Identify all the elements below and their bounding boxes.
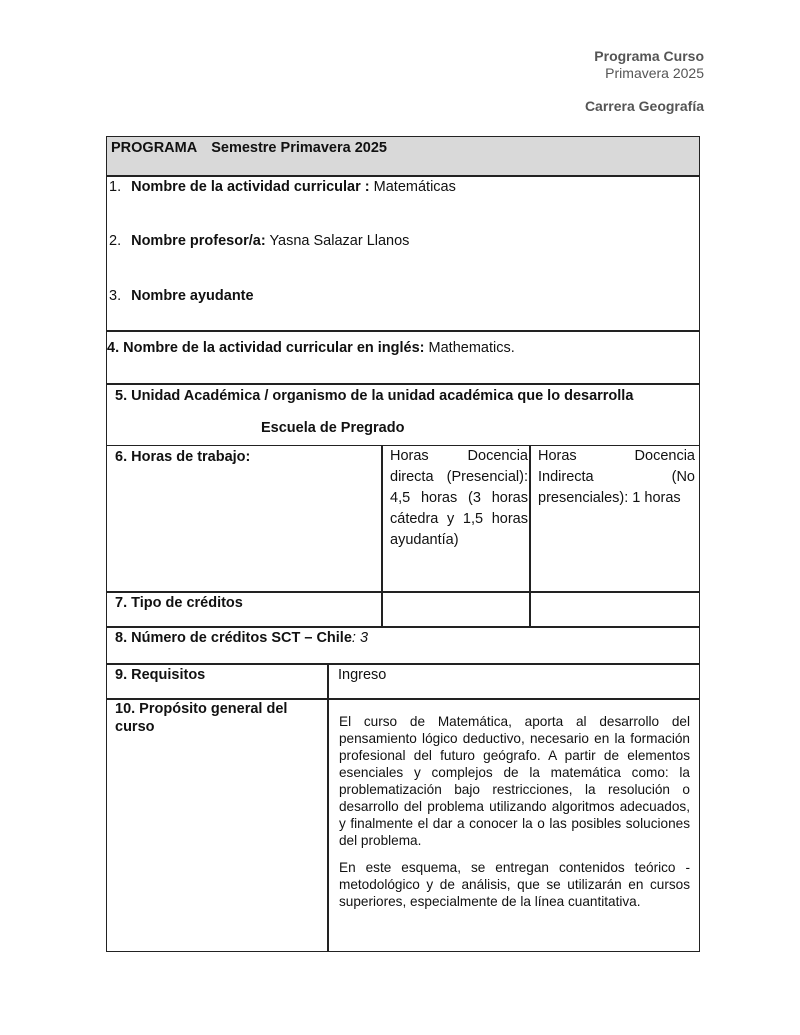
purpose-paragraph-2: En este esquema, se entregan contenidos teórico - metodológico y de análisis, que se utilizarán en cursos superiores, especialmente de la línea cuantitativa. [339,860,690,909]
section-3: 3. Nombre ayudante [109,288,254,304]
course-purpose [327,698,700,952]
section-5: 5. Unidad Académica / organismo de la unidad académica que lo desarrolla Escuela de Pregrado [106,383,700,446]
section-9-label: 9. Requisitos [106,663,329,700]
program-term: Primavera 2025 [605,65,704,81]
purpose-paragraph-1: El curso de Matemática, aporta al desarrollo del pensamiento lógico deductivo, necesario en la formación profesional del futuro geógrafo. A partir de elementos esenciales y complejos de la matemática como: la problematización bajo restricciones, la resolución o desarrollo del problema utilizando algoritmos adecuados, y finalmente el dar a conocer la o las posibles soluciones del problema. [339,714,690,848]
semester-label: Semestre Primavera 2025 [211,140,387,156]
credit-type-value-2 [529,591,700,628]
section-4: 4. Nombre de la actividad curricular en inglés: Mathematics. [106,330,700,385]
english-name: Mathematics. [428,340,515,356]
requirements: Ingreso [327,663,700,700]
career-name: Carrera Geografía [584,98,704,114]
section-10-label: 10. Propósito general del curso [106,698,329,952]
sct-credits: : 3 [351,630,369,646]
program-header-row [106,136,700,177]
course-name: Matemáticas [373,179,456,195]
section-8: 8. Número de créditos SCT – Chile: 3 [106,626,700,665]
program-title: Programa Curso [594,48,704,64]
section-1: 1. Nombre de la actividad curricular : Matemáticas [109,179,456,195]
indirect-hours: Horas Docencia Indirecta (No presenciales): 1 horas [529,445,700,593]
names-section [106,175,700,332]
credit-type-value-1 [381,591,531,628]
professor-name: Yasna Salazar Llanos [269,233,410,249]
direct-hours: Horas Docencia directa (Presencial): 4,5 horas (3 horas cátedra y 1,5 horas ayudantía) [381,445,531,593]
program-label: PROGRAMA [111,140,198,156]
academic-unit: Escuela de Pregrado [261,420,405,436]
section-2: 2. Nombre profesor/a: Yasna Salazar Llanos [109,233,410,249]
section-6-label: 6. Horas de trabajo: [106,445,383,593]
section-7-label: 7. Tipo de créditos [106,591,383,628]
